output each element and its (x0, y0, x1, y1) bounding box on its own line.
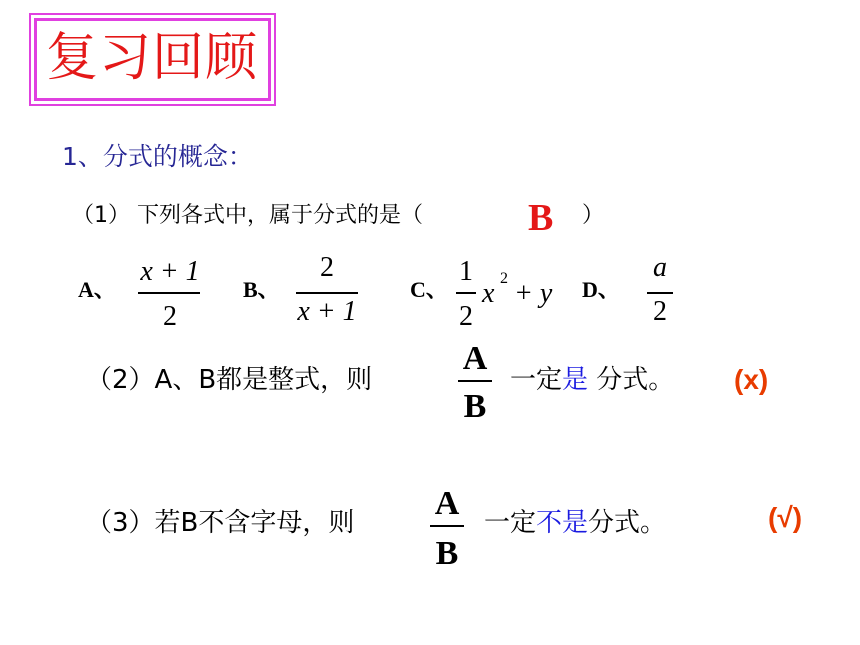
option-b-denominator: x + 1 (297, 296, 357, 327)
q2-highlight-text: 是 (562, 365, 589, 395)
option-a-numerator: x + 1 (140, 256, 200, 287)
option-c-exponent: 2 (500, 270, 508, 287)
option-a-label: A、 (78, 277, 116, 302)
q3-fraction-denominator: B (435, 535, 459, 572)
q1-prompt: （1） 下列各式中，属于分式的是（ (72, 203, 423, 228)
q2-mark: (x) (734, 364, 769, 395)
page-title: 复习回顾 (46, 28, 259, 88)
option-b-fraction-bar (296, 292, 358, 294)
option-b-numerator: 2 (320, 252, 334, 283)
q3-fraction-bar (430, 525, 464, 527)
q2-fraction-denominator: B (463, 388, 487, 425)
q3-mid-text: 一定 (484, 508, 537, 538)
q3-suffix-text: 分式。 (588, 508, 667, 538)
q2-fraction-numerator: A (462, 340, 488, 377)
q2-mid-text: 一定 (510, 365, 563, 395)
q3-statement (484, 505, 666, 541)
option-d-numerator: a (653, 252, 667, 283)
option-a-denominator: 2 (163, 301, 177, 332)
q3-highlight-text: 不是 (536, 508, 589, 538)
q3-prefix: （3）若B不含字母，则 (86, 508, 355, 538)
option-b-label: B、 (243, 277, 280, 302)
q2-statement (510, 362, 674, 398)
option-a-fraction-bar (138, 292, 200, 294)
q1-close-paren: ） (582, 203, 605, 228)
option-d-denominator: 2 (653, 296, 667, 327)
option-d-fraction-bar (647, 292, 673, 294)
q1-answer: B (528, 197, 554, 239)
option-c-denominator: 2 (459, 301, 473, 332)
q3-fraction-numerator: A (434, 485, 460, 522)
q3-mark: (√) (768, 502, 803, 533)
option-c-fraction-bar (456, 292, 476, 294)
option-d-label: D、 (582, 277, 620, 302)
q2-prefix: （2）A、B都是整式，则 (86, 365, 373, 395)
q2-fraction-bar (458, 380, 492, 382)
q2-suffix-text: 分式。 (588, 365, 675, 395)
section-heading: 1、分式的概念： (62, 142, 253, 171)
option-c-label: C、 (410, 277, 448, 302)
option-c-numerator: 1 (459, 256, 473, 287)
option-c-variable: x (482, 278, 495, 309)
option-c-rest: + y (514, 278, 553, 309)
